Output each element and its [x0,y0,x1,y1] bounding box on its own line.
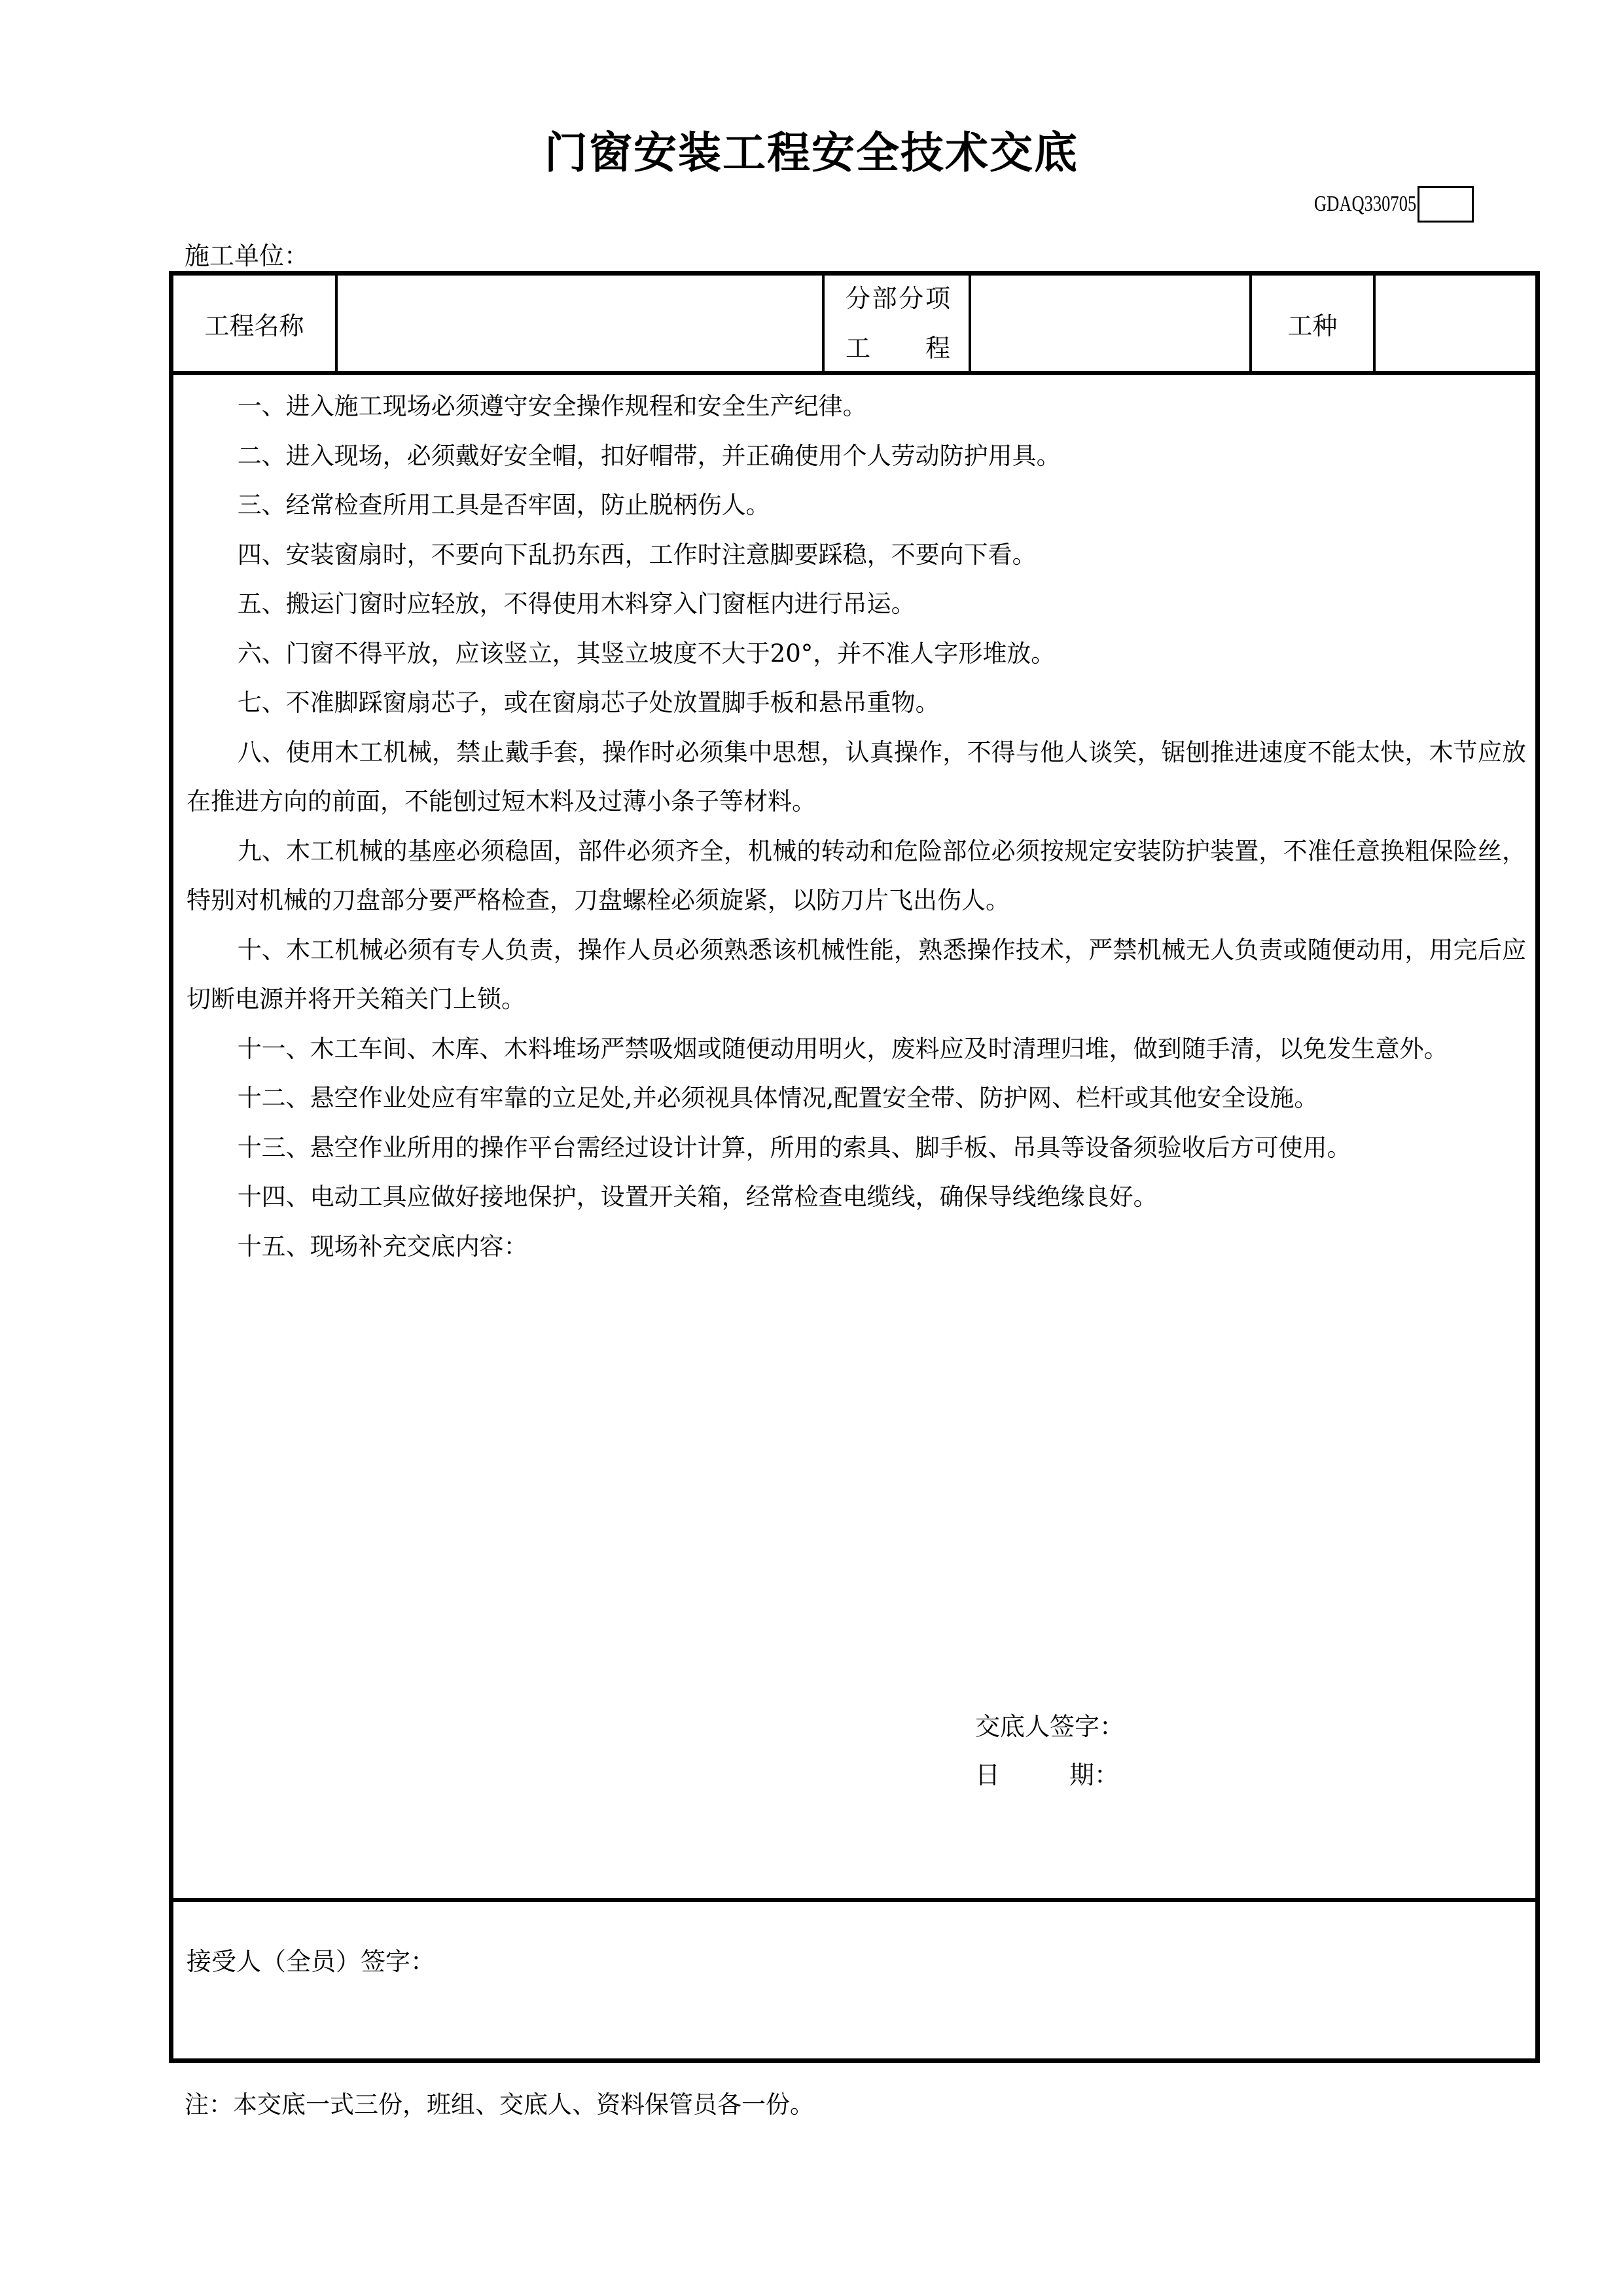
disclosure-form-table [169,271,1540,2063]
safety-item: 八、使用木工机械，禁止戴手套，操作时必须集中思想，认真操作，不得与他人谈笑，锯刨推进速度不能太快，木节应放在推进方向的前面，不能刨过短木料及过薄小条子等材料。 [187,738,1526,816]
form-code: GDAQ330705 [1313,192,1416,216]
safety-item: 十三、悬空作业所用的操作平台需经过设计计算，所用的索具、脚手板、吊具等设备须验收后方可使用。 [237,1133,1351,1162]
safety-item: 十、木工机械必须有专人负责，操作人员必须熟悉该机械性能，熟悉操作技术，严禁机械无人负责或随便动用，用完后应切断电源并将开关箱关门上锁。 [187,935,1526,1013]
construction-unit-label: 施工单位： [185,242,310,270]
disclosure-content [173,375,1535,1902]
sub-project-label-line1: 分部分项 [846,284,950,313]
sub-project-label-cell [825,276,971,371]
form-code-suffix-box[interactable] [1418,186,1474,223]
header-row [173,276,1535,375]
discloser-signature-block [975,1702,1124,1799]
sub-project-field[interactable] [971,276,1252,371]
sub-project-label-line2: 工 程 [846,334,950,363]
disclosure-date-label[interactable]: 日 期： [975,1761,1119,1789]
form-code-group [1285,186,1474,223]
work-type-label-cell [1252,276,1376,371]
safety-item: 七、不准脚踩窗扇芯子，或在窗扇芯子处放置脚手板和悬吊重物。 [237,689,940,717]
safety-item: 一、进入施工现场必须遵守安全操作规程和安全生产纪律。 [237,392,867,420]
safety-item: 四、安装窗扇时，不要向下乱扔东西，工作时注意脚要踩稳，不要向下看。 [237,540,1037,569]
document-title: 门窗安装工程安全技术交底 [544,128,1079,178]
receiver-signature-label[interactable]: 接受人（全员）签字： [187,1947,436,1976]
work-type-field[interactable] [1376,276,1535,371]
safety-item: 五、搬运门窗时应轻放，不得使用木料穿入门窗框内进行吊运。 [237,590,916,618]
footnote: 注：本交底一式三份，班组、交底人、资料保管员各一份。 [185,2090,814,2119]
discloser-signature-label[interactable]: 交底人签字： [975,1712,1125,1741]
safety-item: 九、木工机械的基座必须稳固，部件必须齐全，机械的转动和危险部位必须按规定安装防护装置，不准任意换粗保险丝，特别对机械的刀盘部分要严格检查，刀盘螺栓必须旋紧，以防刀片飞出伤人。 [187,836,1526,914]
work-type-label: 工种 [1287,311,1338,340]
project-name-label: 工程名称 [204,311,304,340]
safety-item: 十四、电动工具应做好接地保护，设置开关箱，经常检查电缆线，确保导线绝缘良好。 [237,1183,1158,1211]
safety-item: 十五、现场补充交底内容： [237,1232,528,1261]
safety-item: 十一、木工车间、木库、木料堆场严禁吸烟或随便动用明火，废料应及时清理归堆，做到随手清，以免发生意外。 [237,1034,1448,1063]
project-name-field[interactable] [338,276,825,371]
safety-items-list [187,382,1526,1271]
safety-item: 六、门窗不得平放，应该竖立，其竖立坡度不大于20°，并不准人字形堆放。 [237,639,1056,668]
safety-item: 十二、悬空作业处应有牢靠的立足处,并必须视具体情况,配置安全带、防护网、栏杆或其他安全设施。 [237,1084,1319,1112]
project-name-label-cell [173,276,338,371]
safety-item: 三、经常检查所用工具是否牢固，防止脱柄伤人。 [237,491,770,519]
safety-item: 二、进入现场，必须戴好安全帽，扣好帽带，并正确使用个人劳动防护用具。 [237,441,1061,470]
